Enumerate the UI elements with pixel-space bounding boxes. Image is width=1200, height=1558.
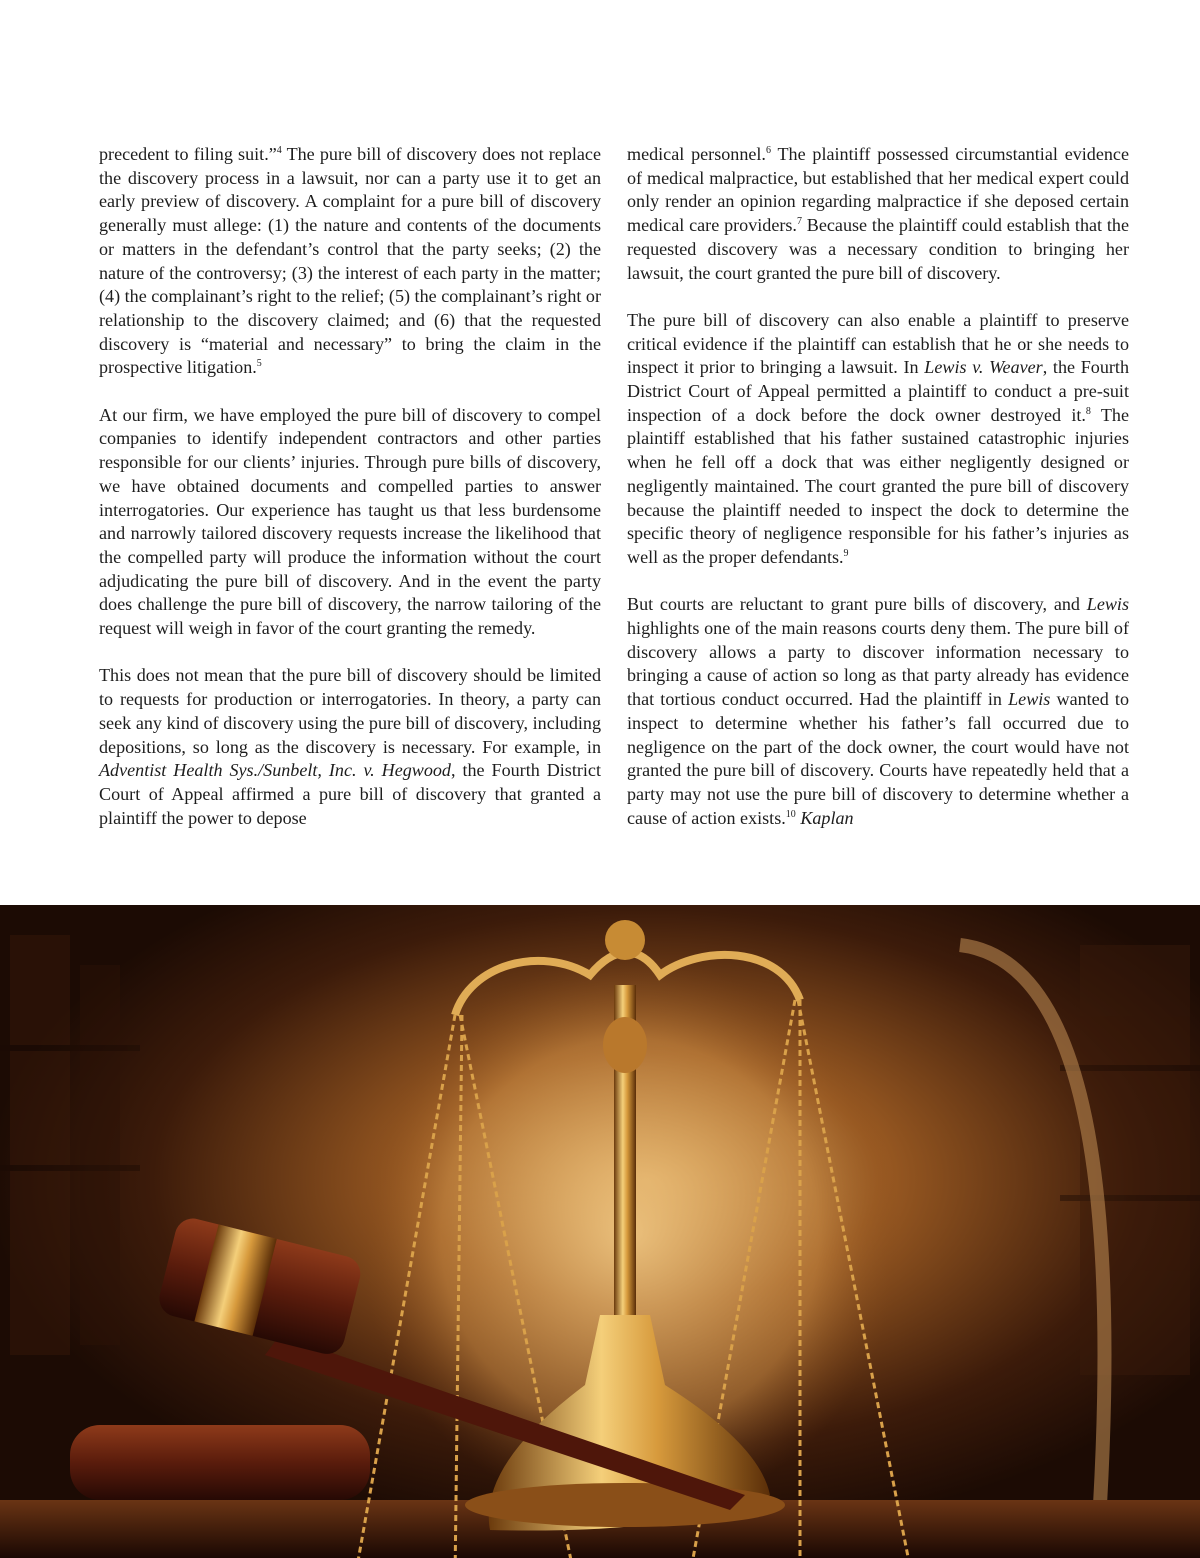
sound-block <box>70 1425 370 1500</box>
right-paragraph-1: medical personnel.$^6$ The plaintiff possessed circumstantial evidence of medical malpractice, but established that her medical expert could only render an opinion regarding malpractice if she deposed certain medical care providers.$^7$ Because the plaintiff could establish that the requested discovery was a necessary condition to bringing her lawsuit, the court granted the pure bill of discovery. <box>627 144 1129 283</box>
left-paragraph-2: At our firm, we have employed the pure bill of discovery to compel companies to identify independent contractors and other parties responsible for our clients’ injuries. Through pure bills of discovery, we have obtained documents and compelled parties to answer interrogatories. Our experience has taught us that less burdensome and narrowly tailored discovery requests increase the likelihood that the compelled party will produce the information without the court adjudicating the pure bill of discovery. And in the event the party does challenge the pure bill of discovery, the narrow tailoring of the request will weigh in favor of the court granting the remedy. <box>99 404 601 639</box>
right-paragraph-2: The pure bill of discovery can also enable a plaintiff to preserve critical evidence if the plaintiff can establish that he or she needs to inspect it prior to bringing a lawsuit. In Lewis v. Weaver, the Fourth District Court of Appeal permitted a plaintiff to conduct a pre-suit inspection of a dock before the dock owner destroyed it.$^8$ The plaintiff established that his father sustained catastrophic injuries when he fell off a dock that was either negligently designed or negligently maintained. The court granted the pure bill of discovery because the plaintiff needed to inspect the dock to determine the specific theory of negligence responsible for his father’s injuries as well as the proper defendants.$^9$ <box>627 309 1130 567</box>
footnote-ref[interactable]: 9 <box>843 547 849 559</box>
case-citation: Kaplan <box>800 807 854 828</box>
bookshelf-right <box>1060 945 1200 1375</box>
left-paragraph-1: precedent to filing suit.”$^4$ The pure bill of discovery does not replace the discovery process in a lawsuit, nor can a party use it to get an early preview of discovery. A complaint for a pure bill of discovery generally must allege: (1) the nature and contents of the documents or matters in the defendant’s control that the party seeks; (2) the nature of the controversy; (3) the interest of each party in the matter; (4) the complainant’s right to the relief; (5) the complainant’s right or relationship to the discovery claimed; and (6) that the requested discovery is “material and necessary” to bring the claim in the prospective litigation.$^5$ <box>99 144 601 378</box>
beam-finial <box>605 920 645 960</box>
right-paragraph-3: But courts are reluctant to grant pure bills of discovery, and Lewis highlights one of the main reasons courts deny them. The pure bill of discovery allows a party to discover information necessary to bringing a cause of action so long as that party already has evidence that tortious conduct occurred. Had the plaintiff in Lewis wanted to inspect to determine whether his father’s fall occurred due to negligence on the part of the dock owner, the court would have not granted the pure bill of discovery. Courts have repeatedly held that a party may not use the pure bill of discovery to determine whether a cause of action exists.$^{10}$ Kaplan <box>627 594 1129 828</box>
bookshelf-left <box>0 935 140 1355</box>
left-column <box>99 143 601 830</box>
footnote-ref[interactable]: 10 <box>785 808 796 820</box>
footnote-ref[interactable]: 5 <box>256 358 262 370</box>
case-citation: Lewis v. Weaver <box>924 357 1043 378</box>
right-column <box>627 143 1129 830</box>
case-citation: Adventist Health Sys./Sunbelt, Inc. v. Hegwood <box>99 760 451 781</box>
left-paragraph-3: This does not mean that the pure bill of discovery should be limited to requests for production or interrogatories. In theory, a party can seek any kind of discovery using the pure bill of discovery, including depositions, so long as the discovery is necessary. For example, in Adventist Health Sys./Sunbelt, Inc. v. Hegwood, the Fourth District Court of Appeal affirmed a pure bill of discovery that granted a plaintiff the power to depose <box>99 665 601 828</box>
case-citation: Lewis <box>1008 689 1051 710</box>
footnote-ref[interactable]: 7 <box>796 216 802 228</box>
case-citation: Lewis <box>1086 594 1129 615</box>
pillar-knot <box>603 1017 647 1073</box>
footnote-ref[interactable]: 6 <box>765 144 771 156</box>
scales-of-justice-photo <box>0 905 1200 1558</box>
footnote-ref[interactable]: 4 <box>276 144 282 156</box>
scale-foot <box>465 1483 785 1527</box>
footnote-ref[interactable]: 8 <box>1085 405 1091 417</box>
